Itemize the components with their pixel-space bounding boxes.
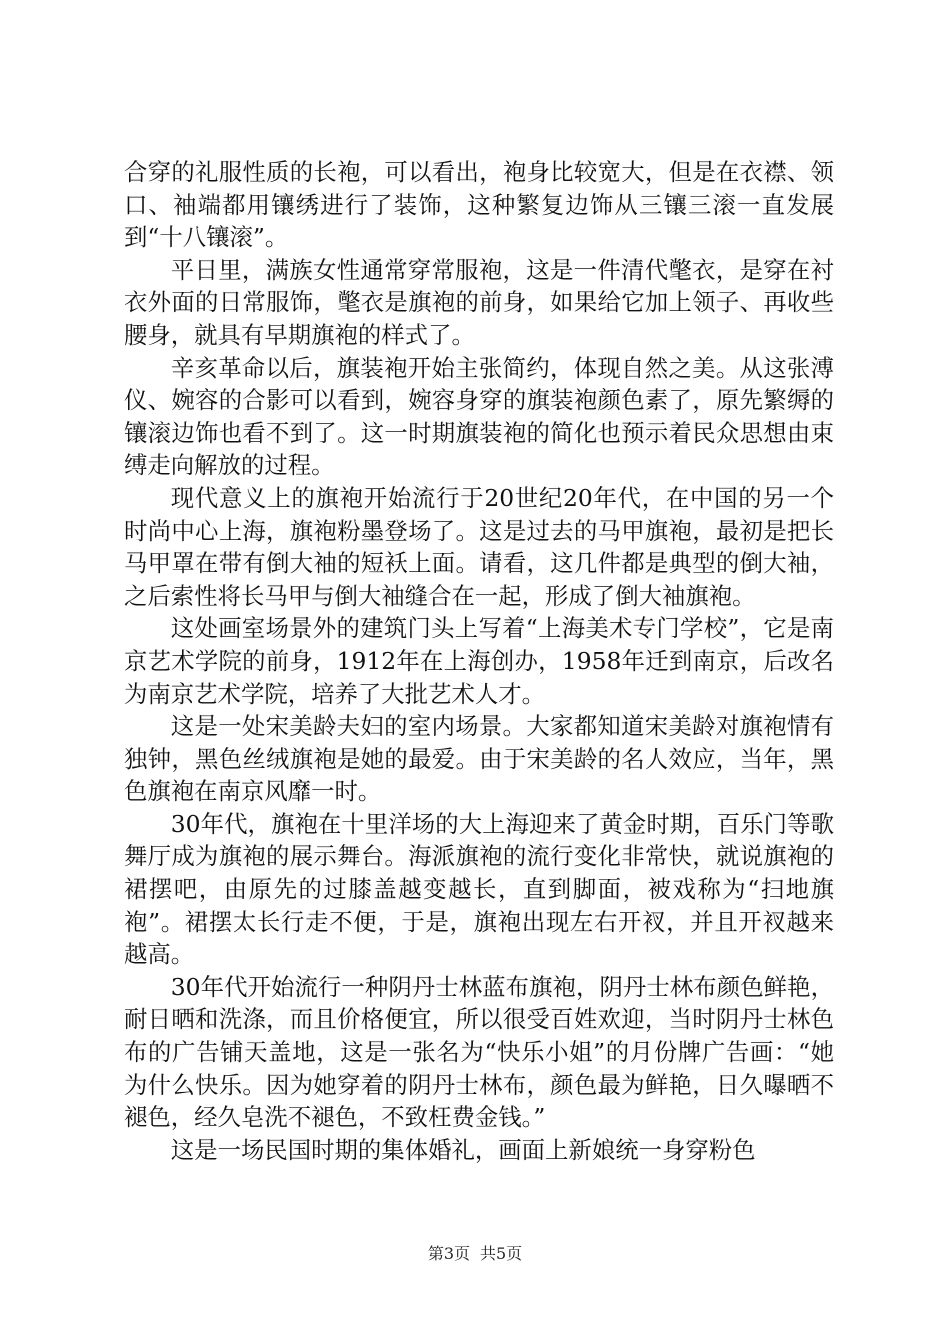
paragraph: 平日里，满族女性通常穿常服袍，这是一件清代氅衣，是穿在衬衣外面的日常服饰，氅衣是旗袍的前身，如果给它加上领子、再收些腰身，就具有早期旗袍的样式了。	[124, 255, 834, 349]
paragraph: 30年代开始流行一种阴丹士林蓝布旗袍，阴丹士林布颜色鲜艳，耐日晒和洗涤，而且价格便宜，所以很受百姓欢迎，当时阴丹士林色布的广告铺天盖地，这是一张名为“快乐小姐”的月份牌广告画：“她为什么快乐。因为她穿着的阴丹士林布，颜色最为鲜艳，日久曝晒不褪色，经久皂洗不褪色，不致枉费金钱。”	[124, 972, 834, 1132]
paragraph: 这是一场民国时期的集体婚礼，画面上新娘统一身穿粉色	[170, 1135, 756, 1164]
paragraph: 现代意义上的旗袍开始流行于20世纪20年代，在中国的另一个时尚中心上海，旗袍粉墨登场了。这是过去的马甲旗袍，最初是把长马甲罩在带有倒大袖的短袄上面。请看，这几件都是典型的倒大袖，之后索性将长马甲与倒大袖缝合在一起，形成了倒大袖旗袍。	[124, 483, 834, 610]
paragraph: 这处画室场景外的建筑门头上写着“上海美术专门学校”，它是南京艺术学院的前身，1912年在上海创办，1958年迁到南京，后改名为南京艺术学院，培养了大批艺术人才。	[124, 614, 834, 708]
page-number: 第3页	[427, 1244, 470, 1263]
document-body	[124, 156, 834, 1166]
paragraph-continued: 合穿的礼服性质的长袍，可以看出，袍身比较宽大，但是在衣襟、领口、袖端都用镶绣进行了装饰，这种繁复边饰从三镶三滚一直发展到“十八镶滚”。	[124, 158, 834, 252]
paragraph: 30年代，旗袍在十里洋场的大上海迎来了黄金时期，百乐门等歌舞厅成为旗袍的展示舞台。海派旗袍的流行变化非常快，就说旗袍的裙摆吧，由原先的过膝盖越变越长，直到脚面，被戏称为“扫地旗袍”。裙摆太长行走不便，于是，旗袍出现左右开衩，并且开衩越来越高。	[124, 809, 834, 969]
page-footer	[0, 1244, 950, 1264]
paragraph: 辛亥革命以后，旗装袍开始主张简约，体现自然之美。从这张溥仪、婉容的合影可以看到，婉容身穿的旗装袍颜色素了，原先繁缛的镶滚边饰也看不到了。这一时期旗装袍的简化也预示着民众思想由束缚走向解放的过程。	[124, 353, 834, 480]
paragraph: 这是一处宋美龄夫妇的室内场景。大家都知道宋美龄对旗袍情有独钟，黑色丝绒旗袍是她的最爱。由于宋美龄的名人效应，当年，黑色旗袍在南京风靡一时。	[124, 712, 834, 806]
page-total: 共5页	[480, 1244, 523, 1263]
